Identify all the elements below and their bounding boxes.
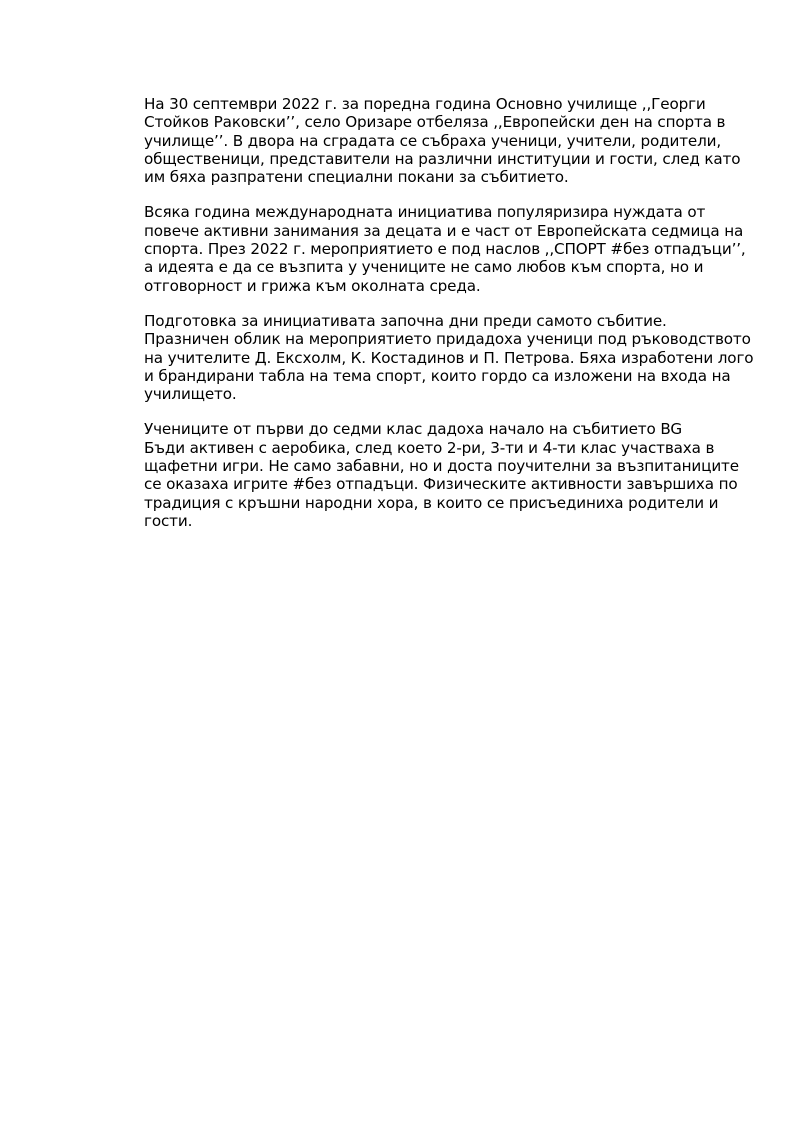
- paragraph-1: [97, 95, 741, 187]
- paragraph-3: [97, 311, 754, 404]
- paragraph-line: щафетни игри. Не само забавни, но и доста поучителни за възпитаниците: [144, 457, 739, 476]
- paragraph-line: училището.: [144, 385, 237, 404]
- paragraph-line: повече активни занимания за децата и е част от Европейската седмица на: [144, 221, 744, 240]
- paragraph-line: общественици, представители на различни институции и гости, след като: [144, 149, 741, 168]
- paragraph-line: Учениците от първи до седми клас дадоха начало на събитието BG: [144, 420, 682, 439]
- paragraph-2: [97, 203, 746, 295]
- paragraph-line: На 30 септември 2022 г. за поредна година Основно училище ,,Георги: [144, 95, 706, 113]
- paragraph-line: отговорност и грижа към околната среда.: [144, 276, 481, 295]
- paragraph-line: училище’’. В двора на сградата се събраха ученици, учители, родители,: [144, 131, 722, 150]
- paragraph-line: спорта. През 2022 г. мероприятието е под наслов ,,СПОРТ #без отпадъци’’,: [144, 240, 746, 259]
- paragraph-line: традиция с кръшни народни хора, в които се присъединиха родители и: [144, 493, 719, 512]
- paragraph-line: гости.: [144, 511, 193, 530]
- paragraph-line: на учителите Д. Ексхолм, К. Костадинов и П. Петрова. Бяха изработени лого: [144, 348, 754, 367]
- paragraph-line: им бяха разпратени специални покани за събитието.: [144, 168, 569, 187]
- document-body: [97, 95, 754, 547]
- paragraph-line: Подготовка за инициативата започна дни преди самото събитие.: [144, 311, 667, 330]
- paragraph-line: а идеята е да се възпита у учениците не само любов към спорта, но и: [144, 258, 704, 277]
- paragraph-4: [97, 420, 739, 530]
- paragraph-line: Празничен облик на мероприятието придадоха ученици под ръководството: [144, 330, 751, 349]
- paragraph-line: Всяка година международната инициатива популяризира нуждата от: [144, 203, 706, 222]
- paragraph-line: и брандирани табла на тема спорт, които гордо са изложени на входа на: [144, 366, 731, 385]
- paragraph-line: се оказаха игрите #без отпадъци. Физическите активности завършиха по: [144, 475, 738, 494]
- paragraph-line: Бъди активен с аеробика, след което 2-ри, 3-ти и 4-ти клас участваха в: [144, 438, 715, 457]
- paragraph-line: Стойков Раковски’’, село Оризаре отбеляза ,,Европейски ден на спорта в: [144, 113, 726, 132]
